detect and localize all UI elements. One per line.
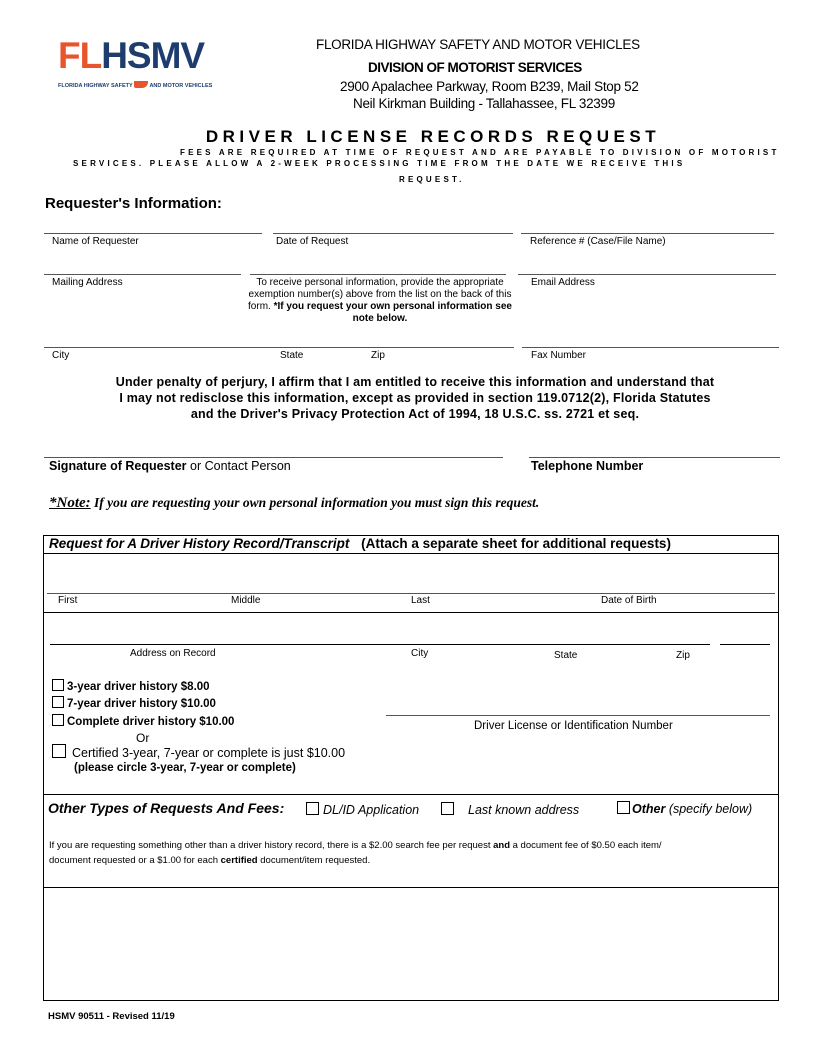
request-date-label: Date of Request — [276, 236, 349, 247]
fees-notice-line-3: REQUEST. — [399, 175, 465, 184]
driver-history-header — [49, 536, 671, 551]
last-name-label: Last — [411, 595, 430, 606]
telephone-label: Telephone Number — [531, 459, 644, 473]
checkbox-3-year[interactable] — [52, 679, 64, 691]
option-other[interactable] — [617, 801, 752, 816]
option-certified[interactable] — [52, 744, 345, 760]
telephone-input[interactable] — [529, 457, 780, 458]
driver-history-title: Request for A Driver History Record/Transcript — [49, 536, 350, 551]
logo-hsmv: HSMV — [101, 35, 205, 76]
note-label: *Note: — [49, 495, 91, 511]
fax-input[interactable] — [522, 347, 779, 348]
logo-tagline-right: AND MOTOR VEHICLES — [149, 83, 213, 89]
other-text-d: document/item requested. — [257, 855, 371, 866]
fees-notice-line-2: SERVICES. PLEASE ALLOW A 2-WEEK PROCESSING TIME FROM THE DATE WE RECEIVE THIS — [73, 159, 686, 168]
exemption-number-input[interactable] — [250, 274, 506, 275]
checkbox-complete[interactable] — [52, 714, 64, 726]
logo-tagline-left: FLORIDA HIGHWAY SAFETY — [58, 83, 133, 89]
own-info-note — [49, 495, 539, 512]
florida-shape-icon — [134, 81, 148, 88]
agency-name: FLORIDA HIGHWAY SAFETY AND MOTOR VEHICLES — [316, 37, 640, 52]
requester-heading: Requester's Information: — [45, 195, 222, 212]
other-text-b: a document fee of $0.50 each item/ — [510, 840, 662, 851]
mailing-address-input[interactable] — [44, 274, 241, 275]
circle-instruction: (please circle 3-year, 7-year or complete) — [74, 762, 296, 774]
driver-history-title-divider — [43, 553, 779, 554]
option-3-year-label: 3-year driver history $8.00 — [67, 681, 210, 693]
address-on-record-input[interactable] — [50, 644, 710, 645]
reference-label: Reference # (Case/File Name) — [530, 236, 666, 247]
address-on-record-label: Address on Record — [130, 648, 216, 659]
option-complete-label: Complete driver history $10.00 — [67, 716, 235, 728]
email-label: Email Address — [531, 277, 595, 288]
checkbox-7-year[interactable] — [52, 696, 64, 708]
flhsmv-logo — [58, 36, 218, 98]
checkbox-dl-application[interactable] — [306, 802, 319, 815]
signature-label-rest: or Contact Person — [186, 459, 291, 473]
option-complete[interactable] — [52, 714, 234, 728]
agency-address-2: Neil Kirkman Building - Tallahassee, FL 32399 — [353, 96, 615, 111]
checkbox-other[interactable] — [617, 801, 630, 814]
signature-label — [49, 459, 291, 473]
other-label-bold: Other — [632, 802, 666, 816]
logo-fl: FL — [58, 35, 102, 76]
other-fees-text — [49, 838, 774, 868]
reference-input[interactable] — [521, 233, 774, 234]
dl-number-input[interactable] — [386, 715, 770, 716]
exemption-instructions — [246, 277, 514, 325]
option-dl-application[interactable] — [306, 802, 419, 817]
other-requests-title: Other Types of Requests And Fees: — [48, 800, 285, 816]
other-text-and: and — [493, 840, 510, 851]
option-3-year[interactable] — [52, 679, 210, 693]
name-section-divider — [43, 612, 779, 613]
other-text-c: document requested or a $1.00 for each — [49, 855, 221, 866]
affirmation-line-2: I may not redisclose this information, except as provided in section 119.0712(2), Florida Statutes — [119, 391, 711, 405]
last-known-address-label: Last known address — [468, 803, 580, 817]
checkbox-certified[interactable] — [52, 744, 66, 758]
agency-address-1: 2900 Apalachee Parkway, Room B239, Mail Stop 52 — [340, 79, 639, 94]
option-7-year-label: 7-year driver history $10.00 — [67, 698, 216, 710]
signature-label-bold: Signature of Requester — [49, 459, 187, 473]
history-options-divider — [43, 794, 779, 795]
signature-input[interactable] — [44, 457, 503, 458]
other-text-certified: certified — [220, 855, 258, 866]
request-date-input[interactable] — [273, 233, 513, 234]
name-dob-input[interactable] — [47, 593, 775, 594]
requester-name-label: Name of Requester — [52, 236, 139, 247]
affirmation-line-3: and the Driver's Privacy Protection Act of 1994, 18 U.S.C. ss. 2721 et seq. — [190, 407, 640, 421]
record-zip-label: Zip — [676, 650, 690, 661]
option-last-known-address[interactable] — [441, 802, 579, 817]
option-certified-label: Certified 3-year, 7-year or complete is just $10.00 — [72, 746, 346, 760]
record-city-label: City — [411, 648, 429, 659]
or-label: Or — [136, 731, 150, 745]
fees-notice-line-1: FEES ARE REQUIRED AT TIME OF REQUEST AND ARE PAYABLE TO DIVISION OF MOTORIST — [180, 148, 780, 157]
requester-name-input[interactable] — [44, 233, 262, 234]
city-state-zip-input[interactable] — [44, 347, 514, 348]
affirmation-line-1: Under penalty of perjury, I affirm that I am entitled to receive this information and understand that — [115, 375, 715, 389]
other-label-rest: (specify below) — [665, 802, 753, 816]
email-input[interactable] — [518, 274, 776, 275]
other-text-a: If you are requesting something other than a driver history record, there is a $2.00 search fee per request — [49, 840, 494, 851]
exemption-text: To receive personal information, provide the appropriate exemption number(s) above from the list on the back of this form. — [248, 277, 512, 312]
dl-application-label: DL/ID Application — [323, 803, 420, 817]
middle-name-label: Middle — [231, 595, 261, 606]
zip-label: Zip — [371, 350, 385, 361]
dob-label: Date of Birth — [601, 595, 657, 606]
state-label: State — [280, 350, 304, 361]
form-number: HSMV 90511 - Revised 11/19 — [48, 1011, 175, 1022]
record-state-label: State — [554, 650, 578, 661]
city-label: City — [52, 350, 70, 361]
exemption-bold-note: *If you request your own personal information see note below. — [273, 301, 512, 324]
checkbox-last-known-address[interactable] — [441, 802, 454, 815]
driver-history-subtitle: (Attach a separate sheet for additional requests) — [361, 536, 671, 551]
affirmation — [40, 374, 790, 422]
dl-number-label: Driver License or Identification Number — [474, 720, 673, 732]
mailing-address-label: Mailing Address — [52, 277, 123, 288]
zip-on-record-input[interactable] — [720, 644, 770, 645]
note-text: If you are requesting your own personal information you must sign this request. — [94, 495, 540, 510]
other-requests-specify-area[interactable] — [44, 888, 778, 1000]
agency-division: DIVISION OF MOTORIST SERVICES — [368, 60, 582, 75]
fax-label: Fax Number — [531, 350, 587, 361]
option-7-year[interactable] — [52, 696, 216, 710]
form-title: DRIVER LICENSE RECORDS REQUEST — [205, 127, 661, 146]
first-name-label: First — [58, 595, 78, 606]
